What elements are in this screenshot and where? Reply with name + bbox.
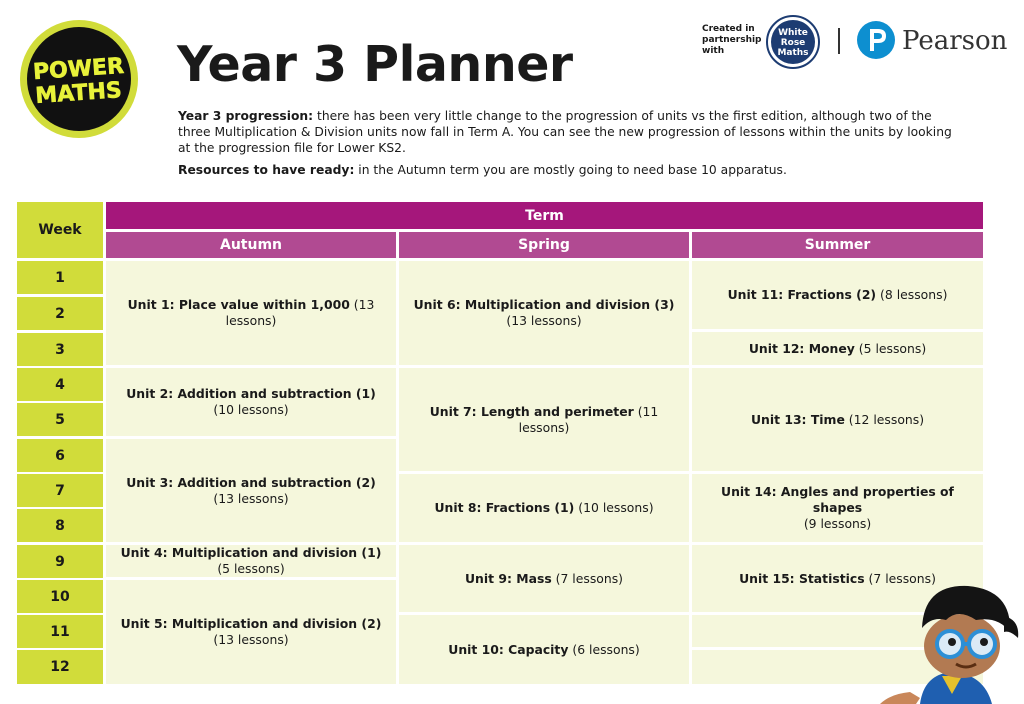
progression-label: Year 3 progression:	[178, 109, 314, 123]
week-cell: 2	[17, 297, 103, 330]
week-cell: 1	[17, 261, 103, 294]
term-header: Term	[106, 202, 983, 229]
partner-line-3: with	[702, 46, 725, 56]
unit-cell-spring	[399, 474, 689, 542]
pearson-logo-icon	[856, 20, 896, 60]
unit-lessons: (6 lessons)	[568, 641, 640, 657]
unit-cell-summer	[692, 332, 983, 365]
unit-name: Unit 7: Length and perimeter	[429, 403, 634, 419]
unit-lessons: (11 lessons)	[518, 403, 659, 435]
svg-text:White: White	[778, 28, 808, 38]
svg-text:Rose: Rose	[780, 38, 806, 48]
week-cell: 7	[17, 474, 103, 507]
week-cell: 10	[17, 580, 103, 613]
unit-cell-spring	[399, 615, 689, 684]
unit-lessons: (7 lessons)	[551, 570, 623, 586]
unit-name: Unit 11: Fractions (2)	[727, 287, 877, 302]
svg-text:Maths: Maths	[777, 48, 809, 58]
unit-lessons: (5 lessons)	[854, 340, 927, 356]
pearson-wordmark: Pearson	[902, 26, 1008, 56]
unit-name: Unit 10: Capacity	[448, 641, 569, 657]
unit-lessons: (13 lessons)	[506, 313, 582, 328]
resources-text: in the Autumn term you are mostly going to need base 10 apparatus.	[354, 163, 787, 177]
unit-name: Unit 9: Mass	[465, 570, 552, 586]
week-header: Week	[17, 202, 103, 258]
season-spring: Spring	[399, 232, 689, 258]
unit-name: Unit 2: Addition and subtraction (1)	[126, 386, 376, 401]
intro-text	[178, 108, 958, 184]
unit-cell-spring	[399, 545, 689, 612]
week-cell: 4	[17, 368, 103, 401]
unit-cell-summer	[692, 474, 983, 542]
unit-name: Unit 8: Fractions (1)	[434, 500, 575, 515]
unit-cell-autumn	[106, 580, 396, 684]
resources-label: Resources to have ready:	[178, 163, 355, 177]
unit-name: Unit 14: Angles and properties of shapes	[721, 484, 954, 515]
svg-text:MATHS: MATHS	[34, 78, 123, 110]
mascot-character-illustration	[880, 576, 1024, 704]
unit-cell-autumn	[106, 545, 396, 577]
unit-name: Unit 6: Multiplication and division (3)	[413, 297, 675, 312]
partnership-label	[702, 24, 764, 57]
unit-cell-spring	[399, 368, 689, 471]
season-autumn: Autumn	[106, 232, 396, 258]
unit-cell-spring	[399, 261, 689, 365]
progression-paragraph	[178, 108, 958, 156]
partner-line-1: Created in	[702, 24, 755, 34]
unit-name: Unit 4: Multiplication and division (1)	[120, 545, 382, 560]
resources-paragraph	[178, 162, 958, 178]
progression-text: there has been very little change to the progression of units vs the first edition, although two of the three Multiplication & Division units now fall in Term A. You can see the new progression of lessons within the units by looking at the progression file for Lower KS2.	[178, 109, 952, 155]
unit-name: Unit 3: Addition and subtraction (2)	[126, 474, 376, 490]
unit-cell-autumn	[106, 368, 396, 436]
unit-lessons: (13 lessons)	[213, 490, 289, 506]
unit-cell-autumn	[106, 261, 396, 365]
week-cell: 12	[17, 650, 103, 684]
unit-lessons: (13 lessons)	[213, 632, 289, 647]
unit-lessons: (10 lessons)	[213, 402, 289, 417]
unit-lessons: (12 lessons)	[844, 411, 925, 427]
unit-name: Unit 1: Place value within 1,000	[127, 297, 350, 312]
unit-lessons: (7 lessons)	[864, 570, 936, 586]
unit-lessons: (8 lessons)	[876, 287, 948, 302]
unit-name: Unit 15: Statistics	[739, 570, 865, 586]
unit-cell-summer	[692, 368, 983, 471]
white-rose-maths-logo	[766, 15, 820, 69]
unit-lessons: (10 lessons)	[574, 500, 654, 515]
unit-name: Unit 13: Time	[750, 411, 845, 427]
week-cell: 11	[17, 615, 103, 648]
week-cell: 6	[17, 439, 103, 472]
week-cell: 9	[17, 545, 103, 578]
week-cell: 3	[17, 333, 103, 366]
season-summer: Summer	[692, 232, 983, 258]
unit-lessons: (5 lessons)	[217, 561, 285, 576]
svg-text:POWER: POWER	[32, 53, 125, 86]
unit-name: Unit 5: Multiplication and division (2)	[120, 616, 382, 631]
unit-lessons: (9 lessons)	[803, 516, 872, 531]
planner-table	[17, 202, 983, 686]
week-cell: 5	[17, 403, 103, 436]
unit-name: Unit 12: Money	[748, 340, 855, 356]
unit-lessons: (13 lessons)	[225, 297, 375, 328]
week-cell: 8	[17, 509, 103, 542]
power-maths-logo	[18, 18, 140, 140]
unit-cell-autumn	[106, 439, 396, 542]
page-title: Year 3 Planner	[177, 36, 573, 93]
unit-cell-summer	[692, 261, 983, 329]
logo-divider	[838, 28, 840, 54]
partner-line-2: partnership	[702, 35, 762, 45]
